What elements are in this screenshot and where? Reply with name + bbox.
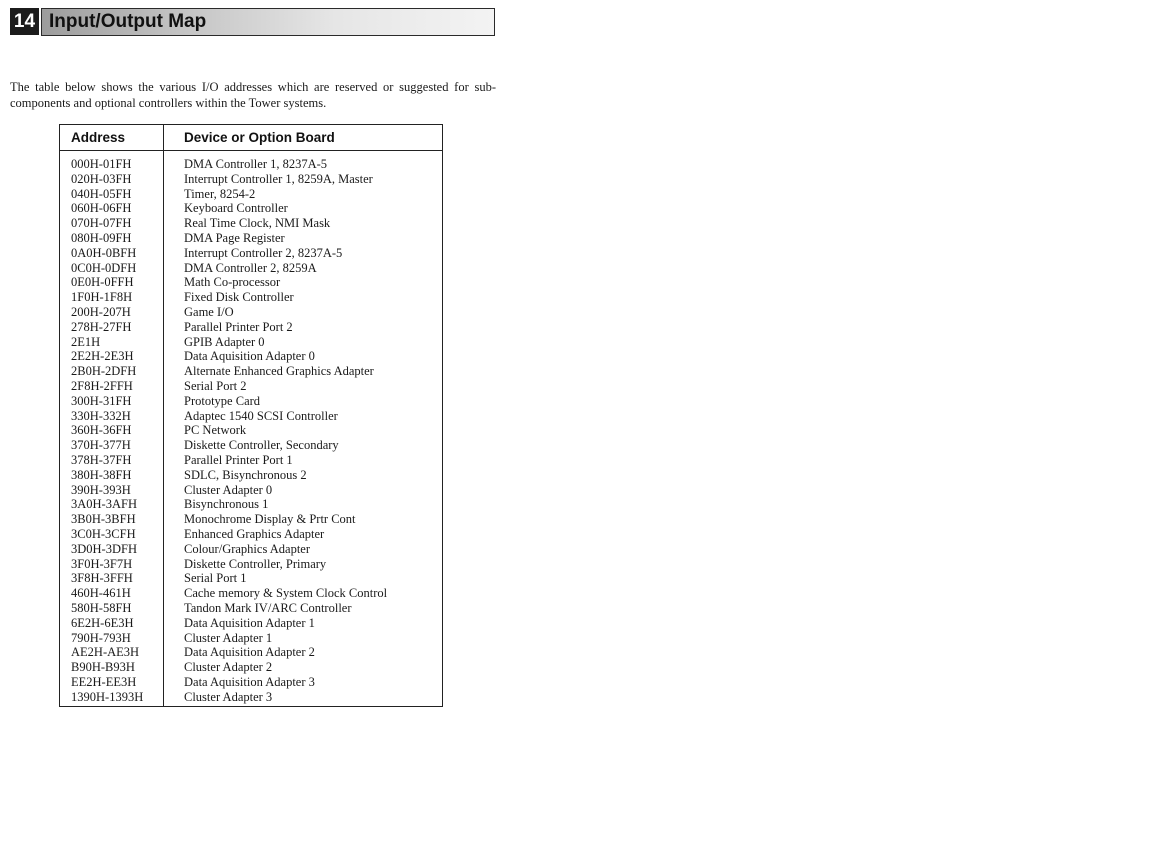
table-row	[60, 690, 442, 705]
table-row	[60, 453, 442, 468]
device-cell: DMA Controller 2, 8259A	[184, 260, 317, 275]
device-cell: PC Network	[184, 423, 247, 438]
device-cell: DMA Page Register	[184, 230, 285, 245]
device-cell: Cluster Adapter 1	[184, 630, 273, 645]
table-row	[60, 675, 442, 690]
address-cell: 070H-07FH	[71, 216, 132, 231]
device-cell: DMA Controller 1, 8237A-5	[184, 157, 328, 171]
device-cell: Adaptec 1540 SCSI Controller	[184, 408, 338, 423]
address-cell: 2E2H-2E3H	[71, 349, 134, 364]
address-cell: 790H-793H	[71, 630, 131, 645]
table-row	[60, 275, 442, 290]
address-cell: 3A0H-3AFH	[71, 497, 137, 512]
address-cell: 330H-332H	[71, 408, 131, 423]
table-row	[60, 335, 442, 350]
device-cell: Interrupt Controller 2, 8237A-5	[184, 245, 343, 260]
device-cell: Bisynchronous 1	[184, 497, 269, 512]
table-row	[60, 527, 442, 542]
address-cell: 2E1H	[71, 334, 101, 349]
table-row	[60, 157, 442, 172]
table-row	[60, 379, 442, 394]
device-cell: Diskette Controller, Secondary	[184, 438, 339, 453]
device-cell: Cache memory & System Clock Control	[184, 586, 388, 601]
address-cell: 3D0H-3DFH	[71, 541, 137, 556]
address-cell: 2F8H-2FFH	[71, 378, 133, 393]
table-row	[60, 423, 442, 438]
address-cell: 380H-38FH	[71, 467, 132, 482]
title-bar	[41, 8, 495, 36]
device-cell: Alternate Enhanced Graphics Adapter	[184, 364, 374, 379]
address-cell: B90H-B93H	[71, 660, 135, 675]
address-cell: 3F0H-3F7H	[71, 556, 133, 571]
device-cell: GPIB Adapter 0	[184, 334, 265, 349]
address-cell: 2B0H-2DFH	[71, 364, 137, 379]
table-row	[60, 187, 442, 202]
address-cell: 0E0H-0FFH	[71, 275, 134, 290]
table-row	[60, 320, 442, 335]
table-row	[60, 483, 442, 498]
table-row	[60, 512, 442, 527]
device-cell: Tandon Mark IV/ARC Controller	[184, 600, 352, 615]
address-cell: 390H-393H	[71, 482, 131, 497]
device-cell: Serial Port 1	[184, 571, 247, 586]
io-map-table	[59, 124, 443, 707]
device-cell: Fixed Disk Controller	[184, 290, 294, 305]
address-cell: 3B0H-3BFH	[71, 512, 136, 527]
address-cell: 6E2H-6E3H	[71, 615, 134, 630]
address-cell: 378H-37FH	[71, 452, 132, 467]
table-row	[60, 349, 442, 364]
device-cell: Serial Port 2	[184, 378, 247, 393]
device-cell: Game I/O	[184, 304, 234, 319]
address-cell: 0A0H-0BFH	[71, 245, 137, 260]
table-row	[60, 468, 442, 483]
table-row	[60, 586, 442, 601]
table-row	[60, 394, 442, 409]
table-row	[60, 261, 442, 276]
address-cell: 360H-36FH	[71, 423, 132, 438]
device-cell: Diskette Controller, Primary	[184, 556, 327, 571]
chapter-header	[10, 8, 494, 36]
address-cell: 300H-31FH	[71, 393, 132, 408]
device-cell: Monochrome Display & Prtr Cont	[184, 512, 356, 527]
page-title: Input/Output Map	[49, 11, 207, 32]
table-row	[60, 201, 442, 216]
address-cell: 200H-207H	[71, 304, 131, 319]
address-cell: 020H-03FH	[71, 171, 132, 186]
table-row	[60, 231, 442, 246]
device-cell: Parallel Printer Port 2	[184, 319, 293, 334]
table-row	[60, 172, 442, 187]
device-cell: Interrupt Controller 1, 8259A, Master	[184, 171, 373, 186]
address-cell: 370H-377H	[71, 438, 131, 453]
device-cell: Data Aquisition Adapter 3	[184, 674, 315, 689]
header-rule	[60, 150, 442, 151]
table-row	[60, 290, 442, 305]
device-cell: Data Aquisition Adapter 1	[184, 615, 315, 630]
table-body	[60, 157, 442, 704]
table-row	[60, 438, 442, 453]
address-cell: 460H-461H	[71, 586, 131, 601]
address-cell: 1F0H-1F8H	[71, 290, 133, 305]
device-cell: Prototype Card	[184, 393, 261, 408]
address-cell: AE2H-AE3H	[71, 645, 140, 660]
address-cell: 080H-09FH	[71, 230, 132, 245]
table-row	[60, 542, 442, 557]
column-header-address: Address	[71, 130, 126, 145]
device-cell: Colour/Graphics Adapter	[184, 541, 311, 556]
device-cell: Cluster Adapter 2	[184, 660, 273, 675]
table-row	[60, 645, 442, 660]
intro-paragraph: The table below shows the various I/O addresses which are reserved or suggested for sub-components and optional controllers within the Tower systems.	[10, 79, 496, 110]
table-row	[60, 497, 442, 512]
device-cell: Enhanced Graphics Adapter	[184, 526, 325, 541]
address-cell: 0C0H-0DFH	[71, 260, 137, 275]
column-header-device: Device or Option Board	[184, 130, 335, 145]
table-row	[60, 571, 442, 586]
address-cell: 060H-06FH	[71, 201, 132, 216]
device-cell: Timer, 8254-2	[184, 186, 256, 201]
table-row	[60, 660, 442, 675]
table-row	[60, 601, 442, 616]
address-cell: EE2H-EE3H	[71, 674, 137, 689]
device-cell: Data Aquisition Adapter 2	[184, 645, 315, 660]
chapter-number: 14	[10, 8, 39, 35]
table-row	[60, 364, 442, 379]
device-cell: SDLC, Bisynchronous 2	[184, 467, 307, 482]
device-cell: Real Time Clock, NMI Mask	[184, 216, 331, 231]
table-row	[60, 409, 442, 424]
device-cell: Data Aquisition Adapter 0	[184, 349, 315, 364]
address-cell: 000H-01FH	[71, 157, 132, 171]
address-cell: 580H-58FH	[71, 600, 132, 615]
table-row	[60, 216, 442, 231]
table-row	[60, 631, 442, 646]
address-cell: 040H-05FH	[71, 186, 132, 201]
table-row	[60, 616, 442, 631]
device-cell: Keyboard Controller	[184, 201, 288, 216]
table-row	[60, 557, 442, 572]
table-row	[60, 246, 442, 261]
address-cell: 1390H-1393H	[71, 689, 144, 704]
address-cell: 3C0H-3CFH	[71, 526, 136, 541]
device-cell: Cluster Adapter 0	[184, 482, 273, 497]
address-cell: 278H-27FH	[71, 319, 132, 334]
device-cell: Parallel Printer Port 1	[184, 452, 293, 467]
address-cell: 3F8H-3FFH	[71, 571, 133, 586]
device-cell: Math Co-processor	[184, 275, 281, 290]
table-row	[60, 305, 442, 320]
device-cell: Cluster Adapter 3	[184, 689, 273, 704]
